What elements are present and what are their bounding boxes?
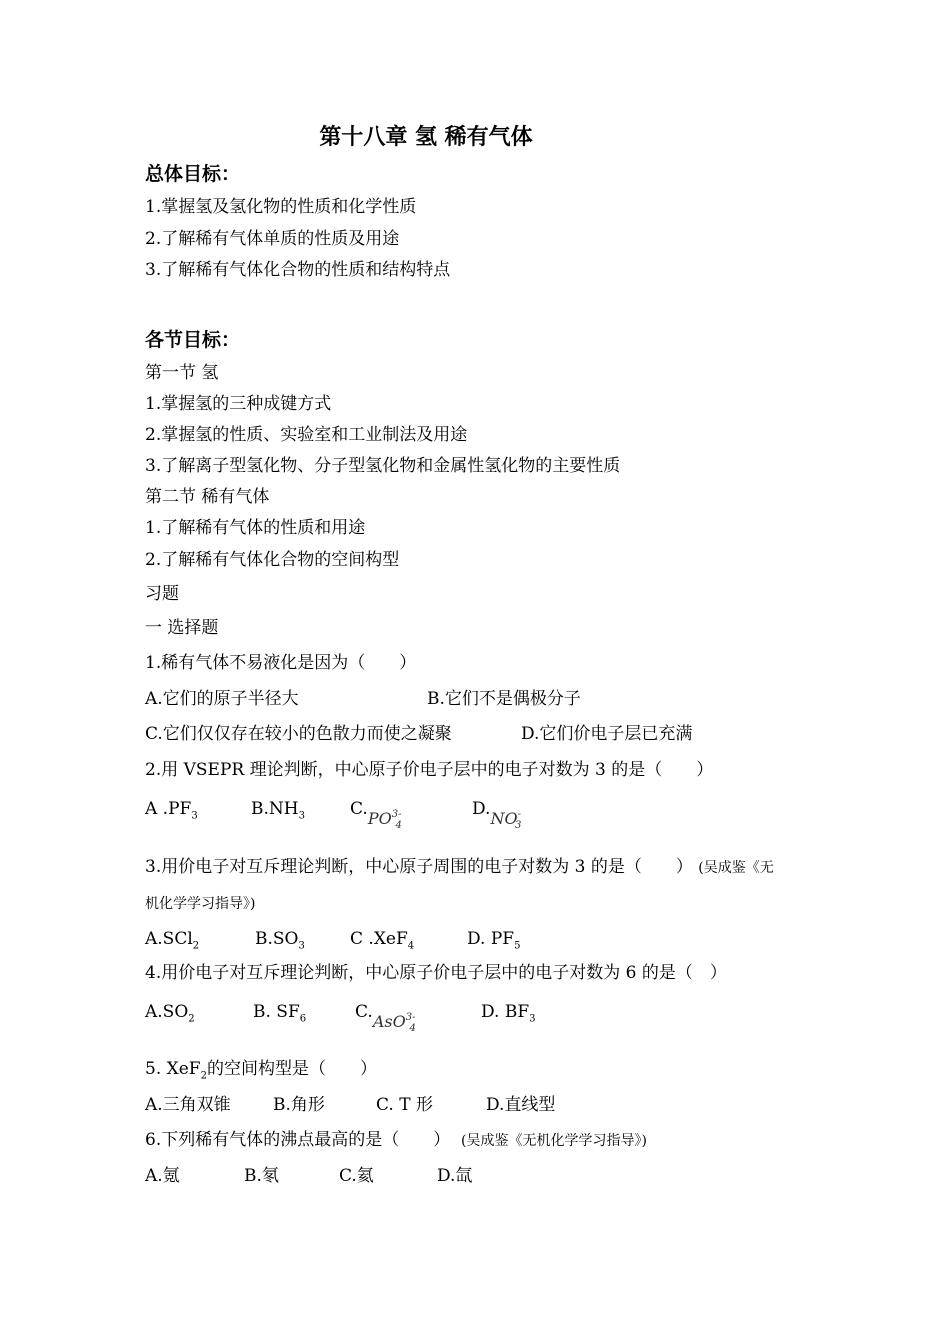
section1-goal-1: 1.掌握氢的三种成键方式 xyxy=(145,394,332,414)
q1-option-d: D.它们价电子层已充满 xyxy=(521,724,693,744)
q6-stem: 6.下列稀有气体的沸点最高的是（ ） (吴成鉴《无机化学学习指导》) xyxy=(145,1130,647,1150)
q1-option-c: C.它们仅仅存在较小的色散力而使之凝聚 xyxy=(145,724,452,744)
q5-option-c: C. T 形 xyxy=(376,1095,433,1115)
overall-goal-1: 1.掌握氢及氢化物的性质和化学性质 xyxy=(145,197,417,217)
q3-option-c: C .XeF$_4$ xyxy=(350,929,415,952)
section1-title: 第一节 氢 xyxy=(145,363,219,383)
q4-option-b: B. $SF_6$ xyxy=(253,1002,307,1025)
q2-option-d: $D.NO^-_3$ xyxy=(472,799,522,831)
q6-option-a: A.氪 xyxy=(145,1166,180,1186)
q5-option-d: D.直线型 xyxy=(486,1095,556,1115)
q5-option-a: A.三角双锥 xyxy=(145,1095,231,1115)
q4-option-d: D. $BF_3$ xyxy=(481,1002,536,1025)
q1-option-b: B.它们不是偶极分子 xyxy=(427,689,581,709)
q6-option-d: D.氙 xyxy=(437,1166,473,1186)
nitrate-ion-formula: $NO^-_3$ xyxy=(490,809,522,831)
overall-goal-3: 3.了解稀有气体化合物的性质和结构特点 xyxy=(145,260,451,280)
overall-goals-heading: 总体目标： xyxy=(145,163,241,185)
q3-source-cont: 机化学学习指导》) xyxy=(145,896,256,912)
q2-stem: 2.用 VSEPR 理论判断，中心原子价电子层中的电子对数为 3 的是（ ） xyxy=(145,760,714,780)
chapter-title: 第十八章 氢 稀有气体 xyxy=(319,125,533,150)
q6-option-c: C.氦 xyxy=(339,1166,374,1186)
section2-title: 第二节 稀有气体 xyxy=(145,487,270,507)
section-goals-heading: 各节目标： xyxy=(145,329,241,351)
q4-option-c: C.AsO$^{3-}_4$ xyxy=(355,1002,416,1034)
section2-goal-2: 2.了解稀有气体化合物的空间构型 xyxy=(145,550,400,570)
q4-stem: 4.用价电子对互斥理论判断，中心原子价电子层中的电子对数为 6 的是（ ） xyxy=(145,963,727,983)
q3-stem: 3.用价电子对互斥理论判断，中心原子周围的电子对数为 3 的是（ ） (吴成鉴《无 xyxy=(145,857,774,877)
section1-goal-2: 2.掌握氢的性质、实验室和工业制法及用途 xyxy=(145,425,468,445)
exercises-heading: 习题 xyxy=(145,584,179,604)
q1-stem: 1.稀有气体不易液化是因为（ ） xyxy=(145,653,417,673)
arsenate-ion-formula: AsO$^{3-}_4$ xyxy=(372,1012,416,1034)
q3-option-a: A.SCl$_2$ xyxy=(145,929,200,952)
q4-option-a: $A.SO_2$ xyxy=(145,1002,195,1025)
q1-option-a: A.它们的原子半径大 xyxy=(145,689,299,709)
section1-goal-3: 3.了解离子型氢化物、分子型氢化物和金属性氢化物的主要性质 xyxy=(145,456,621,476)
q2-option-c: $C.PO^{3-}_4$ xyxy=(350,799,402,831)
q5-option-b: B.角形 xyxy=(273,1095,325,1115)
q3-option-b: $B.SO_3$ xyxy=(255,929,305,952)
q5-stem: 5. XeF$_2$的空间构型是（ ） xyxy=(145,1059,377,1082)
overall-goal-2: 2.了解稀有气体单质的性质及用途 xyxy=(145,229,400,249)
part1-heading: 一 选择题 xyxy=(145,618,219,638)
q6-source: (吴成鉴《无机化学学习指导》) xyxy=(461,1133,647,1149)
phosphate-ion-formula: $PO^{3-}_4$ xyxy=(367,809,402,831)
q3-option-d: D. $PF_5$ xyxy=(467,929,521,952)
q6-option-b: B.氡 xyxy=(244,1166,279,1186)
q2-option-a: A $.PF_3$ xyxy=(145,799,198,822)
section2-goal-1: 1.了解稀有气体的性质和用途 xyxy=(145,518,366,538)
q2-option-b: $B.NH_3$ xyxy=(251,799,305,822)
q3-source: (吴成鉴《无 xyxy=(698,860,774,876)
